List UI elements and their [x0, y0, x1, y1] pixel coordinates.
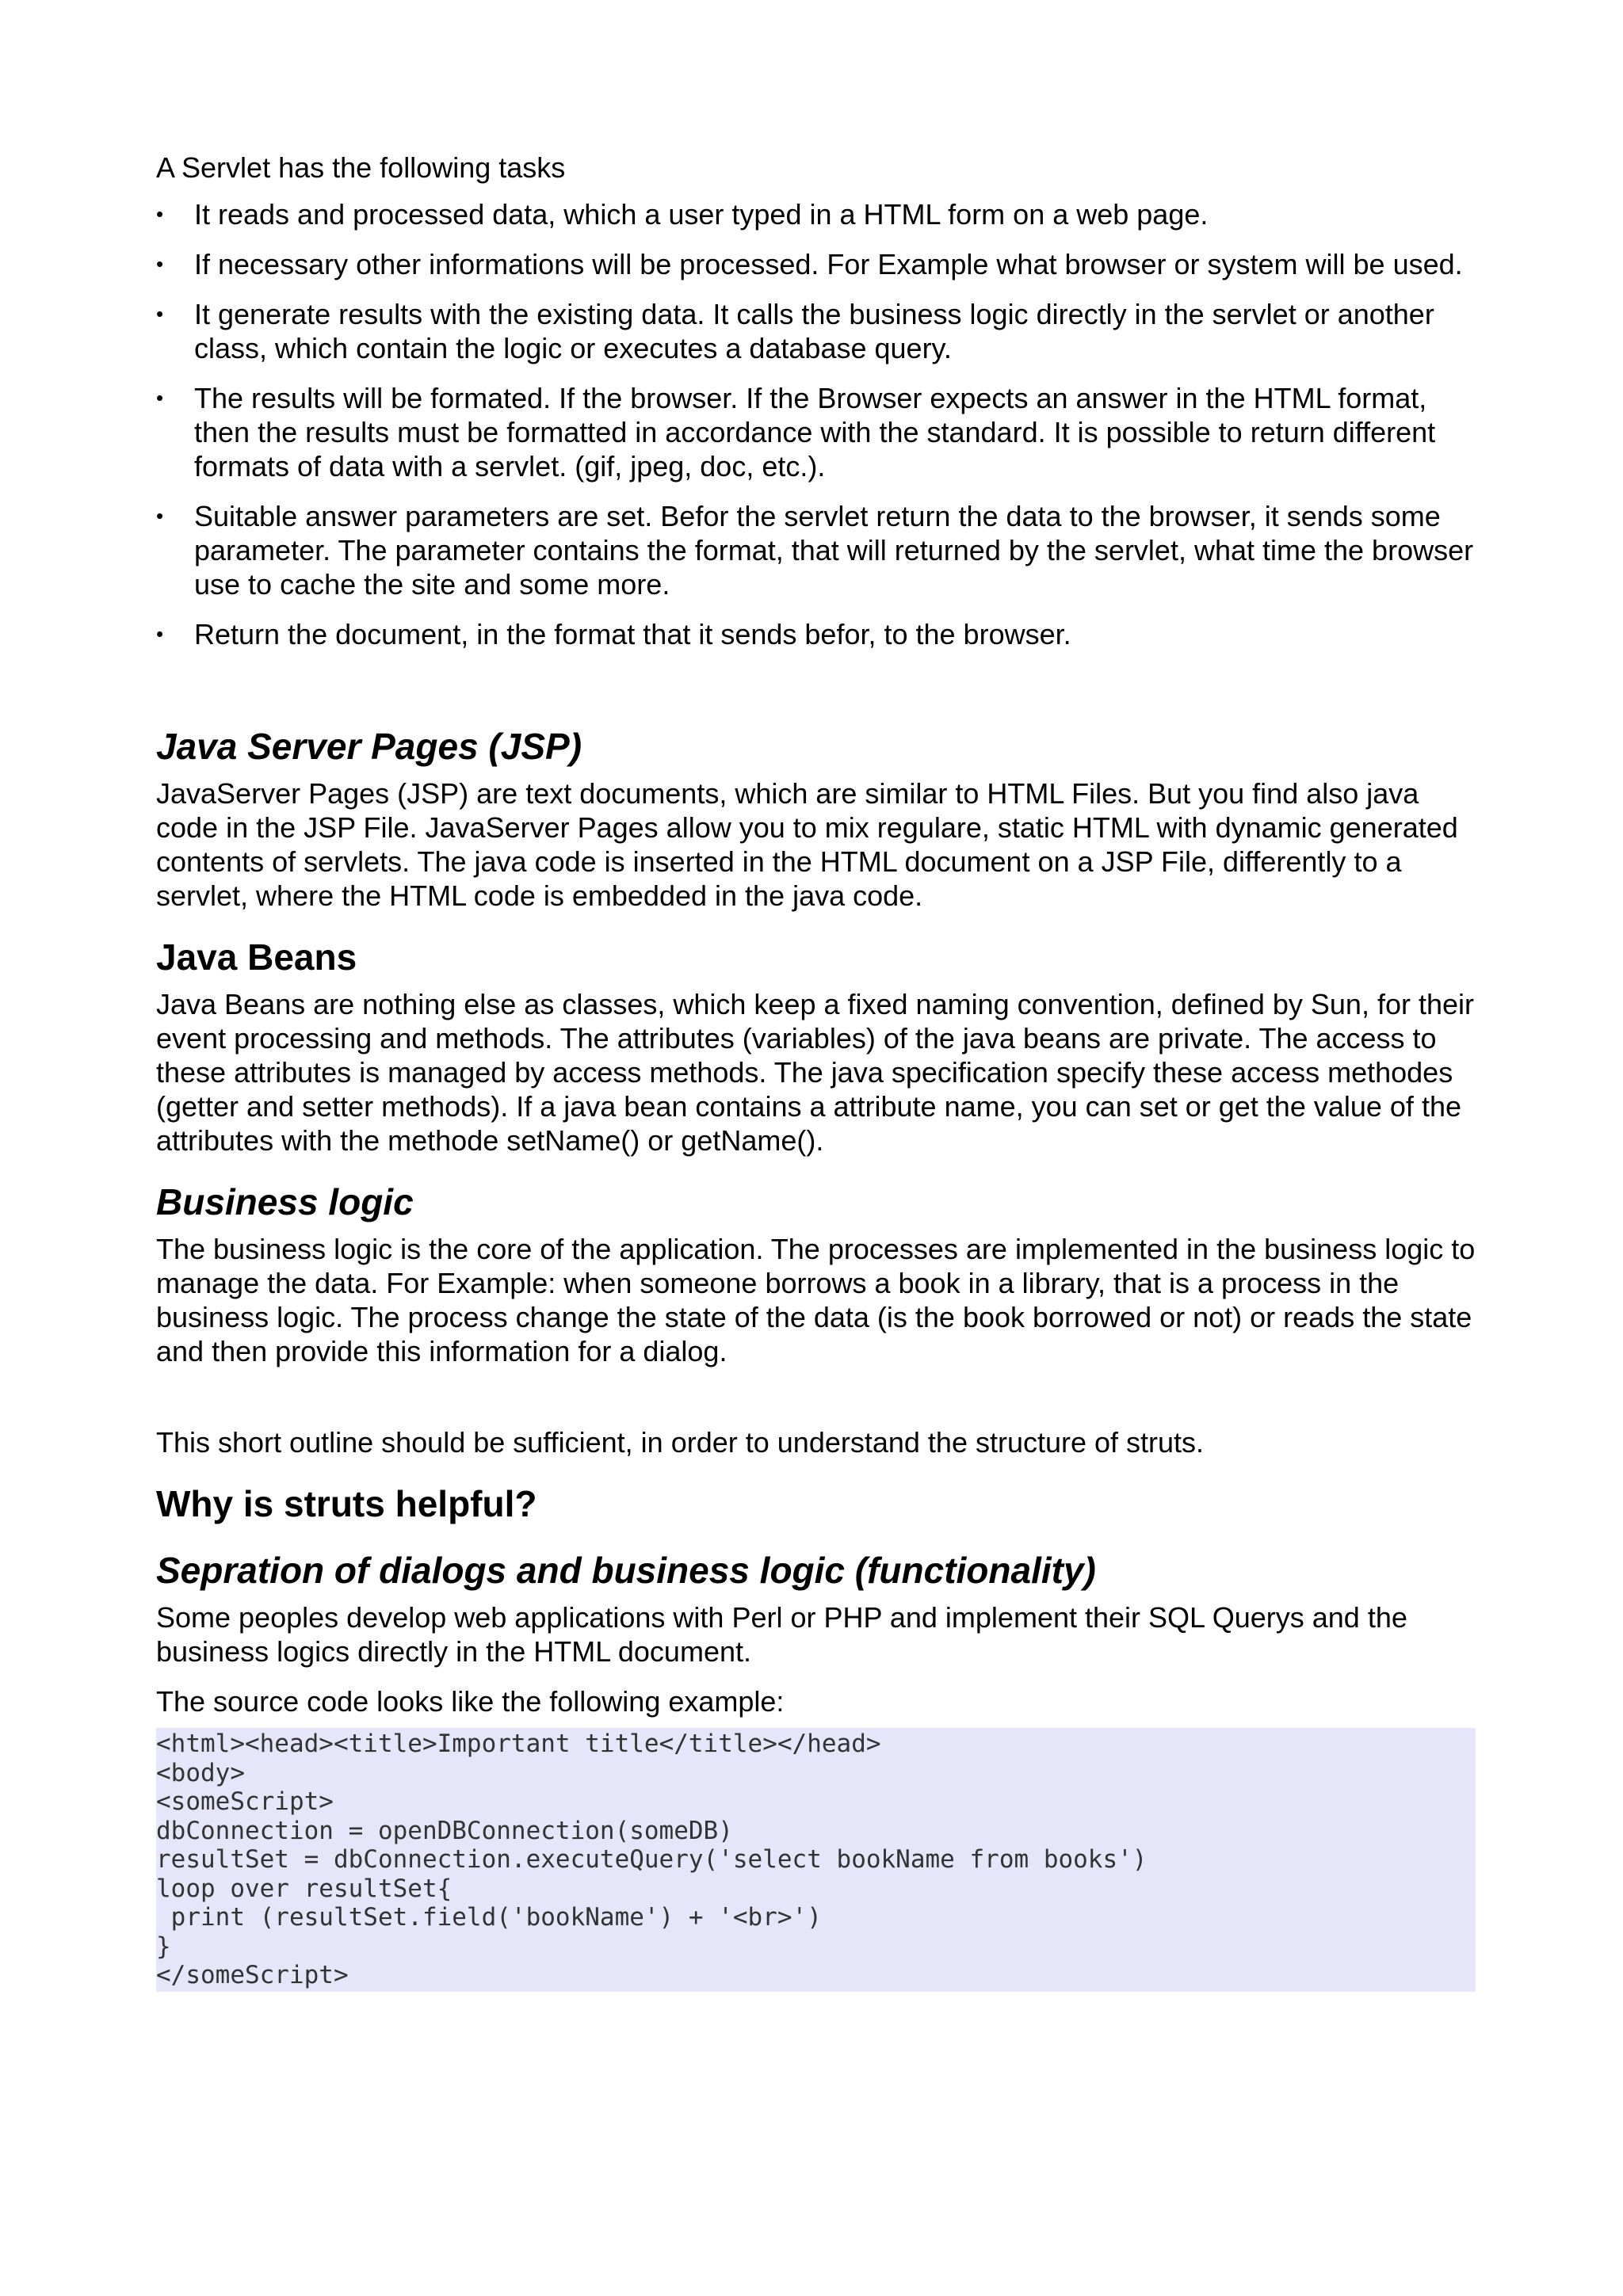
java-beans-heading: Java Beans: [156, 936, 357, 978]
code-example-block: [156, 1728, 1476, 1992]
document-content: [156, 151, 1476, 1992]
task-list-item: • If necessary other informations will be processed. For Example what browser or system will be used.: [156, 247, 1476, 281]
outline-text: This short outline should be sufficient, in order to understand the structure of struts.: [156, 1426, 1205, 1459]
code-line: print (resultSet.field('bookName') + '<br>'): [156, 1903, 822, 1932]
intro-text: A Servlet has the following tasks: [156, 151, 566, 184]
task-list-item: • It generate results with the existing data. It calls the business logic directly in the servlet or another class, which contain the logic or executes a database query.: [156, 297, 1476, 365]
separation-heading: Sepration of dialogs and business logic (functionality): [156, 1550, 1096, 1591]
task-list-item: • The results will be formated. If the browser. If the Browser expects an answer in the HTML format, then the results must be formatted in accordance with the standard. It is possible to return different formats of data with a servlet. (gif, jpeg, doc, etc.).: [156, 381, 1476, 483]
code-line: loop over resultSet{: [156, 1874, 453, 1903]
separation-paragraph: Some peoples develop web applications with Perl or PHP and implement their SQL Querys and the business logics directly in the HTML document.: [156, 1601, 1407, 1668]
why-struts-heading: Why is struts helpful?: [156, 1483, 537, 1524]
jsp-heading: Java Server Pages (JSP): [156, 726, 582, 767]
code-line: <html><head><title>Important title</title></head>: [156, 1730, 881, 1758]
business-logic-heading: Business logic: [156, 1181, 414, 1222]
code-line: <body>: [156, 1758, 245, 1787]
code-line: <someScript>: [156, 1787, 334, 1816]
java-beans-paragraph: Java Beans are nothing else as classes, which keep a fixed naming convention, defined by Sun, for their event processing and methods. The attributes (variables) of the java beans are private. The access to these attributes is managed by access methods. The java specification specify these access methodes (getter and setter methods). If a java bean contains a attribute name, you can set or get the value of the attributes with the methode setName() or getName().: [156, 988, 1474, 1157]
code-line: resultSet = dbConnection.executeQuery('select bookName from books'): [156, 1845, 1148, 1874]
servlet-task-list: [156, 197, 1476, 651]
code-line: }: [156, 1932, 171, 1961]
jsp-paragraph: JavaServer Pages (JSP) are text documents, which are similar to HTML Files. But you find also java code in the JSP File. JavaServer Pages allow you to mix regulare, static HTML with dynamic generated contents of servlets. The java code is inserted in the HTML document on a JSP File, differently to a servlet, where the HTML code is embedded in the java code.: [156, 777, 1458, 912]
task-list-item: • Suitable answer parameters are set. Befor the servlet return the data to the browser, it sends some parameter. The parameter contains the format, that will returned by the servlet, what time the browser use to cache the site and some more.: [156, 499, 1476, 601]
code-line: dbConnection = openDBConnection(someDB): [156, 1816, 733, 1845]
business-logic-paragraph: The business logic is the core of the application. The processes are implemented in the business logic to manage the data. For Example: when someone borrows a book in a library, that is a process in the business logic. The process change the state of the data (is the book borrowed or not) or reads the state and then provide this information for a dialog.: [156, 1233, 1476, 1367]
task-list-item: • It reads and processed data, which a user typed in a HTML form on a web page.: [156, 197, 1476, 231]
source-code-intro: The source code looks like the following example:: [156, 1685, 785, 1718]
task-list-item: • Return the document, in the format that it sends befor, to the browser.: [156, 617, 1476, 651]
code-line: </someScript>: [156, 1961, 349, 1989]
